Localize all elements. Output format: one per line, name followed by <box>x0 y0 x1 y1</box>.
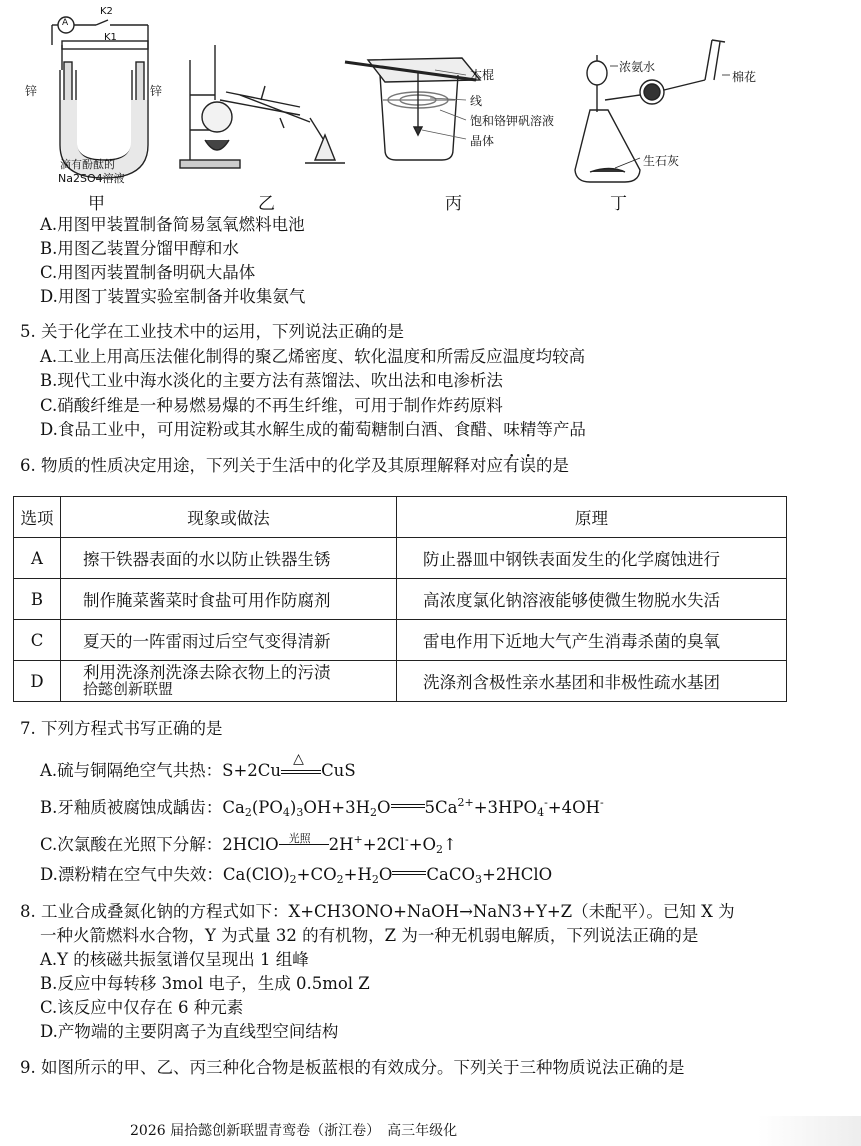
table-row <box>14 661 787 702</box>
header-practice: 现象或做法 <box>61 497 397 538</box>
crystal-label: 晶体 <box>470 134 495 148</box>
figure-strip <box>0 0 861 212</box>
figure-label-jia: 甲 <box>88 194 105 214</box>
row-option: B <box>14 579 61 620</box>
row-principle: 洗涤剂含极性亲水基团和非极性疏水基团 <box>397 661 787 702</box>
q4-option-d: D.用图丁装置实验室制备并收集氨气 <box>40 287 306 306</box>
solution-label: 饱和铬钾矾溶液 <box>470 114 555 128</box>
q7-option-c: C.次氯酸在光照下分解：2HClO 光照 $2H^++2Cl^-+O_2↑$ <box>40 829 457 861</box>
q5-option-b: B.现代工业中海水淡化的主要方法有蒸馏法、吹出法和电渗析法 <box>40 371 503 390</box>
figure-label-bing: 丙 <box>445 194 462 214</box>
q7-d-prefix: D.漂粉精在空气中失效： <box>40 865 223 884</box>
q8-option-a: A.Y 的核磁共振氢谱仅呈现出 1 组峰 <box>40 950 309 969</box>
solution-label-line2: Na2SO4溶液 <box>58 172 125 185</box>
galvanometer-label: A <box>62 18 69 28</box>
table-header-row <box>14 497 787 538</box>
q8-line2: 一种火箭燃料水合物，Y 为式量 32 的有机物，Z 为一种无机弱电解质，下列说法正确的是 <box>40 926 699 945</box>
q6-stem-text: 6. 物质的性质决定用途，下列关于生活中的化学及其原理解释对应 <box>20 456 503 475</box>
q6-stem <box>20 455 569 477</box>
row-principle: 雷电作用下近地大气产生消毒杀菌的臭氧 <box>397 620 787 661</box>
row-principle: 高浓度氯化钠溶液能够使微生物脱水失活 <box>397 579 787 620</box>
q7-c-prefix: C.次氯酸在光照下分解： <box>40 835 223 854</box>
row-practice: 制作腌菜酱菜时食盐可用作防腐剂 <box>61 579 397 620</box>
q7-option-b: B.牙釉质被腐蚀成龋齿：$Ca_2(PO_4)_3OH+3H_2O$ $5Ca^{2+}+3HPO_4^-+4OH^-$ <box>40 796 604 819</box>
heat-symbol: △ <box>293 751 304 767</box>
q5-option-d: D.食品工业中，可用淀粉或其水解生成的葡萄糖制白酒、食醋、味精等产品 <box>40 420 586 439</box>
q6-table <box>13 496 787 702</box>
row-option: C <box>14 620 61 661</box>
q5-option-a: A.工业上用高压法催化制得的聚乙烯密度、软化温度和所需反应温度均较高 <box>40 347 586 366</box>
q5-stem: 5. 关于化学在工业技术中的运用，下列说法正确的是 <box>20 322 404 341</box>
header-principle: 原理 <box>397 497 787 538</box>
q8-option-c: C.该反应中仅存在 6 种元素 <box>40 998 244 1017</box>
figure-label-yi: 乙 <box>258 194 275 214</box>
q4-option-b: B.用图乙装置分馏甲醇和水 <box>40 239 239 258</box>
figure-label-ding: 丁 <box>610 194 627 214</box>
apparatus-figures <box>0 0 861 212</box>
watermark-text: 拾懿创新联盟 <box>83 680 174 698</box>
q8-option-d: D.产物端的主要阴离子为直线型空间结构 <box>40 1022 339 1041</box>
table-row <box>14 538 787 579</box>
quicklime-label: 生石灰 <box>643 154 680 168</box>
q6-emphasis-you: 有 <box>503 456 520 475</box>
q7-b-prefix: B.牙釉质被腐蚀成龋齿： <box>40 798 223 817</box>
q7-c-arrow <box>279 832 329 850</box>
q7-option-a <box>40 751 356 782</box>
row-practice <box>61 661 397 702</box>
row-option: D <box>14 661 61 702</box>
ammonia-label: 浓氨水 <box>619 60 656 74</box>
row-principle: 防止器皿中钢铁表面发生的化学腐蚀进行 <box>397 538 787 579</box>
q7-a-lhs: S+2Cu <box>222 761 282 780</box>
q7-stem: 7. 下列方程式书写正确的是 <box>20 719 223 738</box>
table-row <box>14 620 787 661</box>
corner-watermark <box>758 1116 861 1146</box>
q7-a-prefix: A.硫与铜隔绝空气共热： <box>40 761 223 780</box>
switch-k1-label: K1 <box>104 32 117 43</box>
q7-c-lhs: 2HClO <box>222 835 279 854</box>
q5-option-c: C.硝酸纤维是一种易燃易爆的不再生纤维，可用于制作炸药原料 <box>40 396 503 415</box>
q8-line1: 8. 工业合成叠氮化钠的方程式如下：X+CH3ONO+NaOH→NaN3+Y+Z（未配平）。已知 X 为 <box>20 902 735 921</box>
q9-stem: 9. 如图所示的甲、乙、丙三种化合物是板蓝根的有效成分。下列关于三种物质说法正确的是 <box>20 1058 685 1077</box>
row-practice: 擦干铁器表面的水以防止铁器生锈 <box>61 538 397 579</box>
thread-label: 线 <box>470 94 483 108</box>
row-practice-text: 利用洗涤剂洗涤去除衣物上的污渍 <box>83 663 331 682</box>
page-footer: 2026 届拾懿创新联盟青鸾卷（浙江卷） 高三年级化 <box>130 1123 458 1139</box>
rod-label: 木棍 <box>470 68 495 82</box>
right-electrode-label: 锌 <box>150 84 163 98</box>
header-option: 选项 <box>14 497 61 538</box>
q4-option-a: A.用图甲装置制备简易氢氧燃料电池 <box>40 215 305 234</box>
q7-a-arrow <box>281 751 321 776</box>
q6-stem-end: 的是 <box>536 456 569 475</box>
row-option: A <box>14 538 61 579</box>
q8-option-b: B.反应中每转移 3mol 电子，生成 0.5mol Z <box>40 974 370 993</box>
distillation-apparatus <box>180 45 345 168</box>
light-condition: 光照 <box>288 832 311 845</box>
switch-k2-label: K2 <box>100 6 113 17</box>
solution-label-line1: 滴有酚酞的 <box>60 158 115 171</box>
cotton-label: 棉花 <box>732 70 757 84</box>
u-tube-apparatus <box>52 17 148 178</box>
q4-option-c: C.用图丙装置制备明矾大晶体 <box>40 263 256 282</box>
q6-emphasis-wu: 误 <box>519 456 536 475</box>
row-practice: 夏天的一阵雷雨过后空气变得清新 <box>61 620 397 661</box>
q7-a-rhs: CuS <box>321 761 356 780</box>
q7-option-d: D.漂粉精在空气中失效：$Ca(ClO)_2+CO_2+H_2O$ CaCO$_3$+2HClO <box>40 865 553 886</box>
table-row <box>14 579 787 620</box>
left-electrode-label: 锌 <box>25 84 38 98</box>
